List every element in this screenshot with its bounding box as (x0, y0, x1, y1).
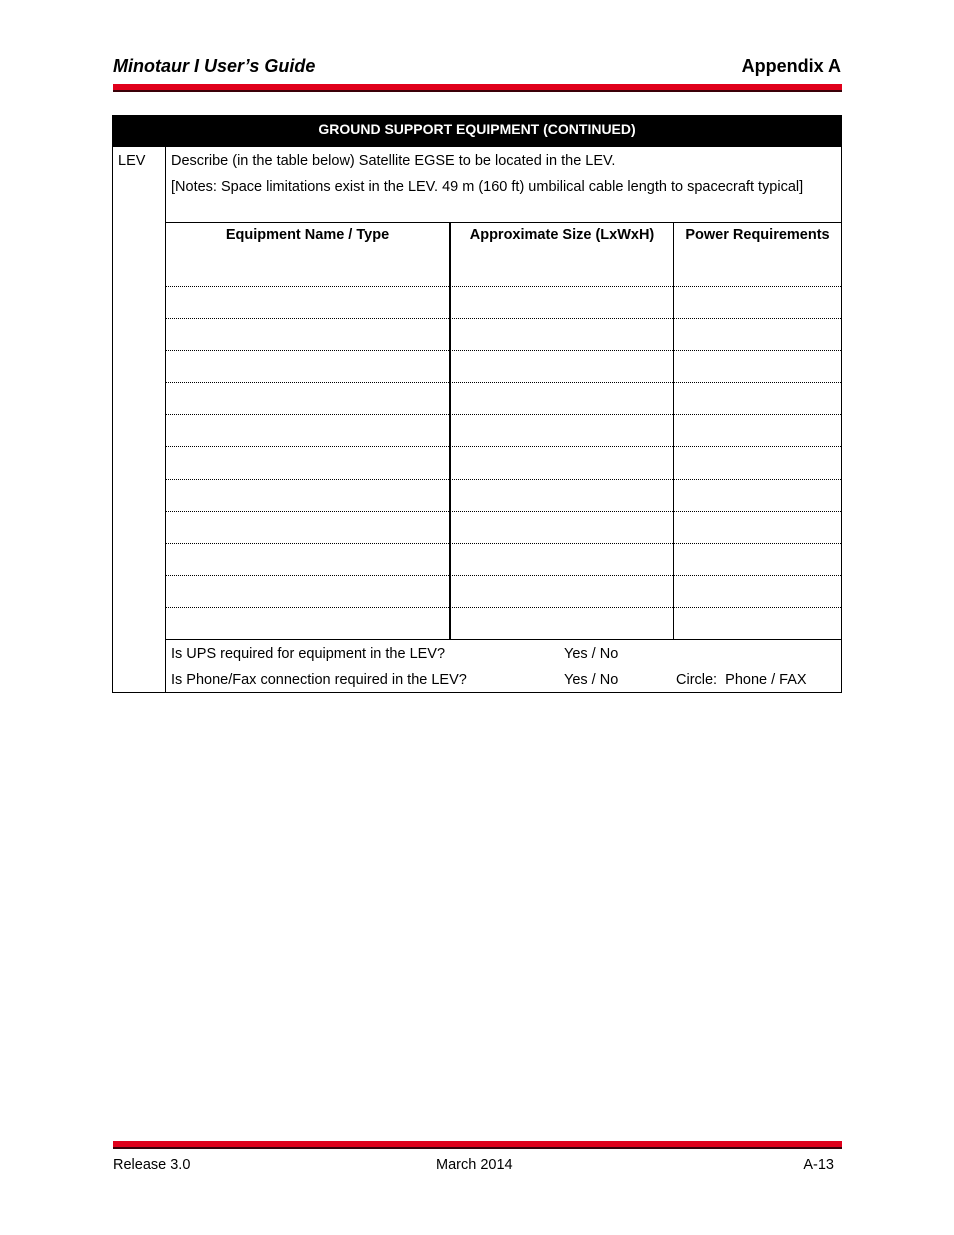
header-rule (113, 84, 842, 92)
description-text: Describe (in the table below) Satellite EGSE to be located in the LEV. (171, 153, 616, 169)
column-header-power: Power Requirements (685, 227, 830, 243)
row-label: LEV (118, 153, 146, 169)
inner-table-bottom-border (165, 639, 841, 640)
phone-fax-answer-options[interactable]: Yes / No (564, 672, 619, 688)
row-separator (166, 318, 841, 319)
phone-fax-circle-options[interactable]: Circle: Phone / FAX (676, 672, 807, 688)
row-separator (166, 575, 841, 576)
row-separator (166, 607, 841, 608)
row-separator (166, 286, 841, 287)
column-divider (449, 222, 451, 639)
ups-question: Is UPS required for equipment in the LEV? (171, 646, 446, 662)
inner-table-top-border (165, 222, 841, 223)
row-separator (166, 446, 841, 447)
row-separator (166, 479, 841, 480)
row-separator (166, 511, 841, 512)
row-separator (166, 543, 841, 544)
footer-rule (113, 1141, 842, 1149)
footer-release: Release 3.0 (113, 1157, 191, 1173)
phone-fax-question: Is Phone/Fax connection required in the LEV? (171, 672, 467, 688)
notes-text: [Notes: Space limitations exist in the LEV. 49 m (160 ft) umbilical cable length to spacecraft typical] (171, 179, 804, 195)
footer-date: March 2014 (436, 1157, 513, 1173)
ups-answer-options[interactable]: Yes / No (564, 646, 619, 662)
row-separator (166, 414, 841, 415)
table-title: GROUND SUPPORT EQUIPMENT (CONTINUED) (113, 116, 841, 147)
row-separator (166, 350, 841, 351)
gse-table (112, 115, 842, 693)
column-divider (673, 222, 674, 639)
column-header-equipment: Equipment Name / Type (225, 227, 390, 243)
section-title: Appendix A (741, 56, 841, 76)
column-header-size: Approximate Size (LxWxH) (469, 227, 655, 243)
document-title: Minotaur I User’s Guide (113, 56, 316, 76)
footer-page-number: A-13 (803, 1157, 834, 1173)
row-separator (166, 382, 841, 383)
